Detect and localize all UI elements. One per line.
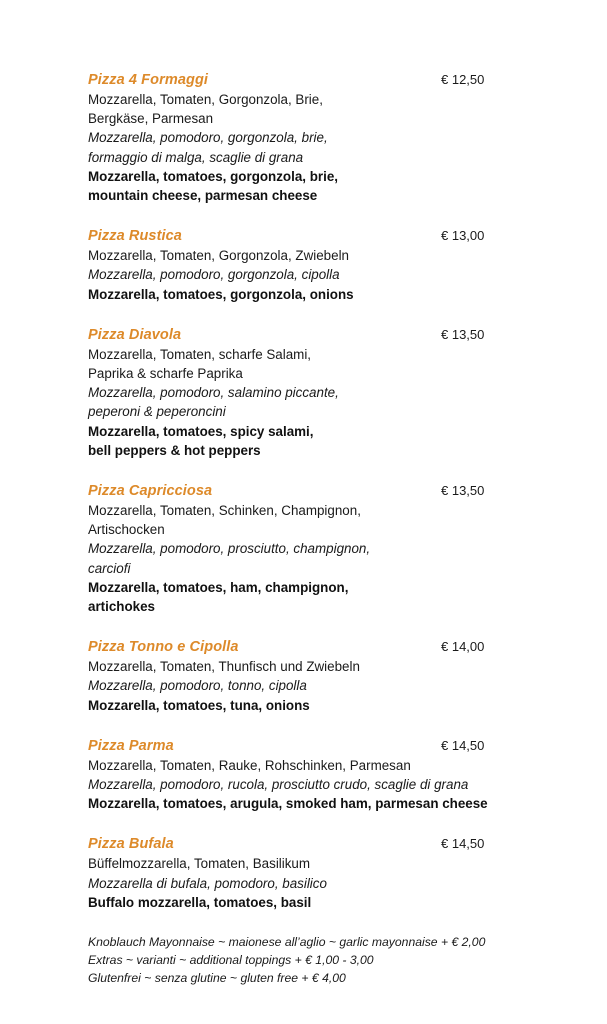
description-de: Paprika & scharfe Paprika <box>88 366 243 382</box>
description-de: Mozzarella, Tomaten, scharfe Salami, <box>88 346 312 362</box>
menu-item <box>88 834 547 912</box>
pizza-menu-list <box>88 70 547 912</box>
menu-item-price-cell <box>415 736 547 755</box>
menu-item-description <box>88 501 547 616</box>
menu-item-price: € 13,00 <box>441 228 485 244</box>
menu-item-price-cell <box>415 325 547 344</box>
menu-note: Glutenfrei ~ senza glutine ~ gluten free + € 4,00 <box>88 971 346 986</box>
menu-item-price-cell <box>415 481 547 500</box>
menu-item <box>88 226 547 304</box>
menu-item-header <box>88 637 547 657</box>
menu-item-price-cell <box>415 637 547 656</box>
description-en: Mozzarella, tomatoes, ham, champignon, <box>88 579 349 595</box>
description-de: Bergkäse, Parmesan <box>88 111 214 127</box>
description-it: peperoni & peperoncini <box>88 404 226 420</box>
menu-item-header <box>88 736 547 756</box>
menu-item-description <box>88 345 547 460</box>
menu-item-price-cell <box>415 226 547 245</box>
description-en: Mozzarella, tomatoes, arugula, smoked ham, parmesan cheese <box>88 796 488 812</box>
menu-item-price: € 14,50 <box>441 737 485 753</box>
description-it: Mozzarella, pomodoro, prosciutto, champignon, <box>88 541 371 557</box>
menu-item-description <box>88 756 547 814</box>
menu-item-name: Pizza Parma <box>88 737 174 754</box>
menu-item-name: Pizza 4 Formaggi <box>88 72 209 88</box>
description-de: Büffelmozzarella, Tomaten, Basilikum <box>88 856 311 872</box>
description-en: Mozzarella, tomatoes, spicy salami, <box>88 423 314 439</box>
menu-item-header <box>88 226 547 246</box>
menu-item-name: Pizza Rustica <box>88 228 182 245</box>
menu-item-header <box>88 481 547 501</box>
menu-item-name: Pizza Capricciosa <box>88 483 213 500</box>
description-en: Buffalo mozzarella, tomatoes, basil <box>88 894 312 910</box>
description-en: bell peppers & hot peppers <box>88 442 261 458</box>
menu-item-price-cell <box>415 70 547 89</box>
menu-note: Extras ~ varianti ~ additional toppings + € 1,00 - 3,00 <box>88 953 374 968</box>
menu-item <box>88 736 547 814</box>
menu-item-description <box>88 90 547 205</box>
menu-item <box>88 70 547 205</box>
menu-item <box>88 637 547 715</box>
menu-item-header <box>88 834 547 854</box>
menu-item-description <box>88 246 547 304</box>
description-it: Mozzarella, pomodoro, gorgonzola, brie, <box>88 130 328 146</box>
description-en: artichokes <box>88 599 155 615</box>
menu-item-name: Pizza Diavola <box>88 326 182 343</box>
menu-item-price: € 14,00 <box>441 639 485 655</box>
menu-item-name: Pizza Bufala <box>88 836 174 853</box>
description-de: Artischocken <box>88 522 165 538</box>
menu-item <box>88 481 547 616</box>
description-de: Mozzarella, Tomaten, Rauke, Rohschinken, Parmesan <box>88 757 411 773</box>
description-de: Mozzarella, Tomaten, Thunfisch und Zwiebeln <box>88 659 360 675</box>
menu-notes <box>88 933 547 987</box>
menu-item-name: Pizza Tonno e Cipolla <box>88 639 239 656</box>
menu-note: Knoblauch Mayonnaise ~ maionese all’aglio ~ garlic mayonnaise + € 2,00 <box>88 935 486 950</box>
description-it: carciofi <box>88 560 131 576</box>
description-it: Mozzarella, pomodoro, salamino piccante, <box>88 385 339 401</box>
description-it: Mozzarella di bufala, pomodoro, basilico <box>88 875 327 891</box>
description-de: Mozzarella, Tomaten, Gorgonzola, Brie, <box>88 92 323 107</box>
menu-item <box>88 325 547 460</box>
description-en: mountain cheese, parmesan cheese <box>88 188 318 204</box>
menu-item-price: € 14,50 <box>441 836 485 852</box>
description-de: Mozzarella, Tomaten, Gorgonzola, Zwiebeln <box>88 248 349 264</box>
description-en: Mozzarella, tomatoes, tuna, onions <box>88 697 310 713</box>
menu-item-header <box>88 70 547 90</box>
description-it: Mozzarella, pomodoro, rucola, prosciutto crudo, scaglie di grana <box>88 777 469 793</box>
description-en: Mozzarella, tomatoes, gorgonzola, onions <box>88 286 354 302</box>
description-it: Mozzarella, pomodoro, tonno, cipolla <box>88 678 307 694</box>
menu-item-price: € 13,50 <box>441 326 485 342</box>
menu-item-description <box>88 854 547 912</box>
menu-item-description <box>88 657 547 715</box>
menu-item-price: € 12,50 <box>441 72 485 87</box>
description-de: Mozzarella, Tomaten, Schinken, Champignon, <box>88 503 361 519</box>
description-it: formaggio di malga, scaglie di grana <box>88 149 304 165</box>
description-en: Mozzarella, tomatoes, gorgonzola, brie, <box>88 168 338 184</box>
menu-item-price: € 13,50 <box>441 483 485 499</box>
menu-item-price-cell <box>415 834 547 853</box>
menu-item-header <box>88 325 547 345</box>
description-it: Mozzarella, pomodoro, gorgonzola, cipolla <box>88 267 340 283</box>
